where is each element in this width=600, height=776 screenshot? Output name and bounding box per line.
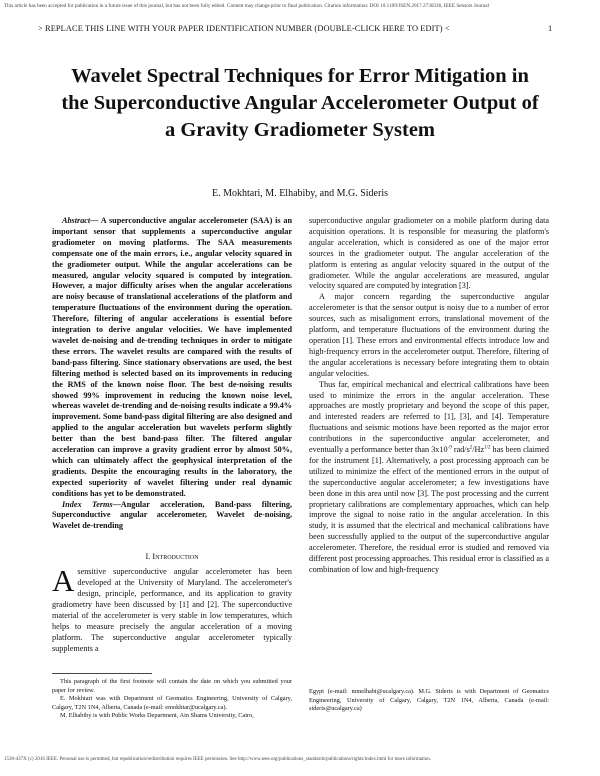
footnote-submission: This paragraph of the first footnote will contain the date on which you submitted your paper for review. bbox=[52, 678, 292, 694]
publication-notice: This article has been accepted for publication in a future issue of this journal, but has not been fully edited. Content may change prior to final publication. Citation information: DOI 10.1109/JSEN.2017.2730336, IEEE Sensors Journal bbox=[4, 3, 490, 9]
paper-title: Wavelet Spectral Techniques for Error Mitigation in the Superconductive Angular Accelerometer Output of a Gravity Gradiometer System bbox=[61, 65, 539, 141]
section-heading-introduction bbox=[52, 552, 292, 563]
p3-part-d: has been claimed for the instrument [1]. Alternatively, a post processing approach can be utilized to minimize the effect of the mentioned errors in the output of the superconductive angular accelerometer; a few investigations have been done in this area until now [3]. The post processing and the current proprietary calibrations are complementary approaches, which can help improve the signal to noise ratio in the angular acceleration. In this study, it is assumed that the electrical and mechanical calibrations have been successfully applied to the output of the superconductive angular accelerometer. Therefore, the residual error is studied and removed via different post processing approaches. This residual error is classified as a combination of low and high-frequency bbox=[309, 445, 549, 574]
right-paragraph-3 bbox=[309, 380, 549, 576]
index-terms bbox=[52, 500, 292, 533]
right-paragraph-1: superconductive angular gradiometer on a mobile platform during data acquisition operations. It is responsible for measuring the platform's angular acceleration, which is considered as one of the major error sources in the gradiometer output. The angular acceleration of the platform is entering as angular velocity squared in the output of the gradiometer. While the angular accelerations are measured, angular velocity squared are computed by integration [3]. bbox=[309, 216, 549, 291]
author-list: E. Mokhtari, M. Elhabiby, and M.G. Sideris bbox=[211, 188, 388, 199]
left-column bbox=[52, 216, 292, 654]
page-number: 1 bbox=[548, 24, 553, 33]
section-number: I. bbox=[145, 552, 151, 562]
dropcap-letter: A bbox=[52, 563, 75, 599]
p3-part-a: Thus far, empirical mechanical and electrical calibrations have been used to minimize the errors in the angular acceleration. These approaches are mostly proprietary and beyond the scope of this paper, and interested readers are referred to [1], [3], and [4]. Temperature fluctuations and seismic motions have been reported as the major error contributions in the superconductive angular accelerometer, and eventually a performance better than 3x10 bbox=[309, 379, 549, 455]
section-title: Introduction bbox=[152, 552, 199, 562]
abstract-text: A superconductive angular accelerometer (SAA) is an important sensor that supplements a superconductive angular gradiometer on moving platforms. The SAA measurements compensate one of the main errors, i.e., angular velocity squared in the gradiometer output. While the angular accelerations can be measured, angular velocity squared is computed by integration. However, a major difficulty arises when the angular accelerations are noisy because of translational accelerations of the platform and temperature fluctuations of the environment during the operation. Therefore, filtering of angular accelerations is essential before integration to derive angular velocities. We have implemented wavelet de-noising and de-trending techniques in order to mitigate these errors. The wavelet results are compared with the results of band-pass filtering. Since stationary observations are used, the best filtering method is selected based on its improvements in reducing the RMS of the known noise floor. The best de-noising results showed 99% improvement in reducing the known noise level, whereas wavelet de-trending and de-noising results indicate a 99.4% improvement. Some band-pass digital filtering are also designed and applied to the angular acceleration but wavelets perform slightly better than the best band-pass filter. The filtered angular acceleration can improve a gravity gradient error by almost 50%, which can ultimately affect the geophysical interpretation of the gradients. Despite the encouraging results in the laboratory, the expected superiority of wavelet filtering under real dynamic conditions has yet to be demonstrated. bbox=[52, 216, 292, 498]
p3-part-c: /Hz bbox=[472, 445, 485, 455]
intro-paragraph bbox=[52, 563, 292, 654]
right-column bbox=[309, 216, 549, 576]
abstract bbox=[52, 216, 292, 500]
intro-text: sensitive superconductive angular accelerometer has been developed at the University of Maryland. The accelerometer's design, principle, performance, and its application to gravity gradiometry have been discussed by [1] and [2]. The superconductive material of the accelerometer is very stable in low temperatures, which helps to measure precisely the angular acceleration of a moving platform. The superconductive angular accelerometer typically supplements a bbox=[52, 567, 292, 653]
footnote-rule bbox=[52, 673, 152, 674]
footnote-sideris: Egypt (e-mail: mmelhabi@ucalgary.ca). M.G. Sideris is with Department of Geomatics Engineering, University of Calgary, Calgary, T2N 1N4, Alberta, Canada (e-mail: sideris@ucalgary.ca) bbox=[309, 688, 549, 713]
footnote-mokhtari: E. Mokhtari was with Department of Geomatics Engineering, University of Calgary, Calgary, T2N 1N4, Alberta, Canada (e-mail: emokhtar@ucalgary.ca). bbox=[52, 695, 292, 711]
footnote-elhabiby: M. Elhabiby is with Public Works Department, Ain Shams University, Cairo, bbox=[60, 712, 254, 720]
footnote-right bbox=[309, 688, 549, 714]
abstract-label: Abstract— bbox=[62, 216, 99, 225]
footnote-left bbox=[52, 678, 292, 721]
exponent-neg9: -9 bbox=[447, 445, 452, 451]
index-terms-label: Index Terms bbox=[62, 499, 113, 509]
paper-id-placeholder[interactable]: > REPLACE THIS LINE WITH YOUR PAPER IDENTIFICATION NUMBER (DOUBLE-CLICK HERE TO EDIT) < bbox=[38, 24, 450, 33]
p3-part-b: rad/s bbox=[451, 445, 470, 455]
right-paragraph-2: A major concern regarding the superconductive angular accelerometer is that the sensor output is noisy due to a number of error sources, such as misalignment errors, translational movement of the platform, and temperature fluctuations of the environment during the operation [1]. These errors and environmental effects introduce low and high-frequency errors in the accelerometer output. Therefore, filtering of the angular accelerations is necessary before integrating them to obtain angular velocities. bbox=[309, 292, 549, 378]
exponent-2: 2 bbox=[469, 445, 473, 451]
exponent-half: 1/2 bbox=[484, 445, 491, 451]
index-terms-text: —Angular acceleration, Band-pass filtering, Superconductive angular accelerometer, Wavelet de-noising, Wavelet de-trending bbox=[52, 499, 292, 531]
copyright-footer: 1530-437X (c) 2016 IEEE. Personal use is permitted, but republication/redistribution requires IEEE permission. See http://www.ieee.org/publications_standards/publications/rights/index.html for more information. bbox=[4, 757, 431, 762]
